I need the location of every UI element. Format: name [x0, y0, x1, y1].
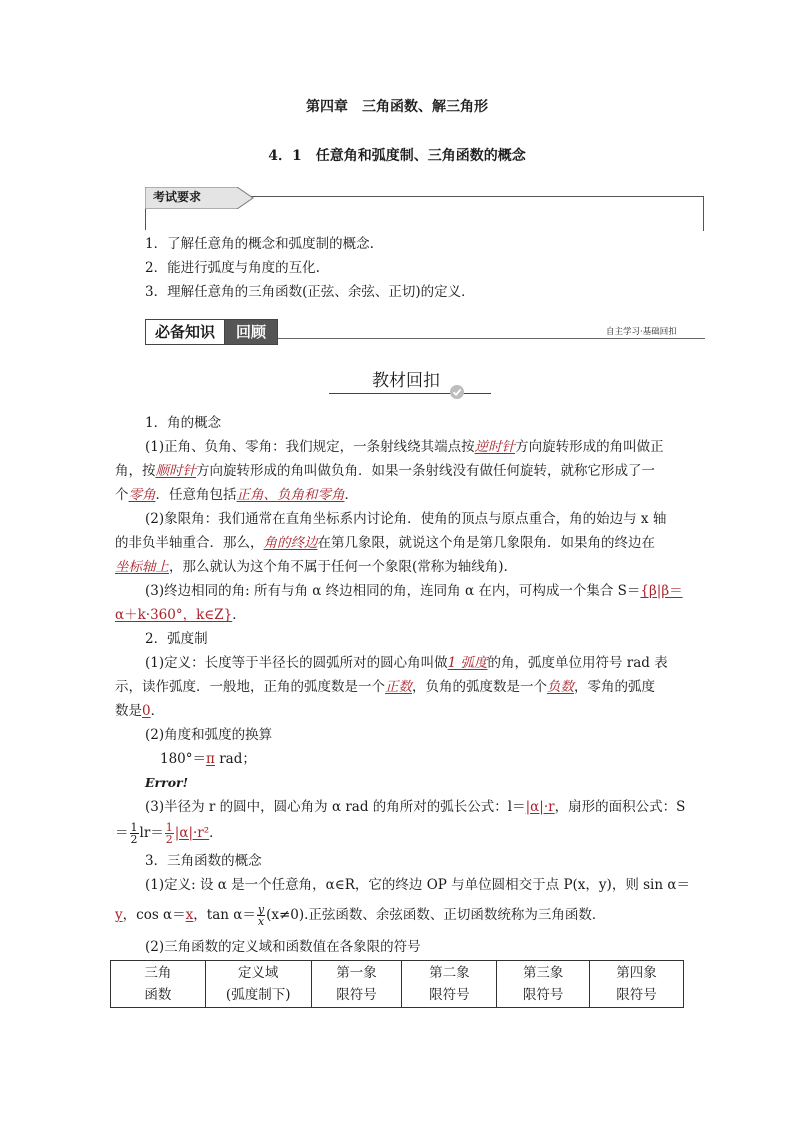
- text-run: ，扇形的面积公式：S: [554, 799, 686, 815]
- text-run: 的非负半轴重合．那么，: [115, 535, 264, 551]
- s1-heading: 1．角的概念: [145, 415, 222, 431]
- text-run: ，tan α＝: [193, 907, 256, 923]
- header-line-1: 第三象: [522, 965, 564, 981]
- text-run: 在第几象限，就说这个角是第几象限角．如果角的终边在: [317, 535, 655, 551]
- answer-blank: 1 弧度: [447, 655, 488, 671]
- s1-p2-line1: (2)象限角：我们通常在直角坐标系内讨论角．使角的顶点与原点重合，角的始边与 x 轴: [145, 511, 667, 527]
- table-header-cell: [402, 961, 497, 1008]
- header-line-1: 第四象: [616, 965, 657, 981]
- answer-blank: 顺时针: [155, 463, 196, 479]
- s2-p1-line1: [145, 653, 668, 673]
- fraction-numerator: 1: [165, 821, 173, 834]
- fraction-denominator: x: [257, 915, 265, 928]
- fraction-one-half: [130, 822, 139, 845]
- table-header-row: [111, 961, 684, 1008]
- text-run: ＝: [115, 825, 129, 841]
- trig-sign-table: [110, 960, 684, 1008]
- s2-p1-line2: [115, 677, 655, 697]
- s1-p1-line3: [115, 485, 358, 505]
- table-header-cell: [111, 961, 206, 1008]
- answer-blank: 逆时针: [474, 439, 516, 455]
- text-run: (x≠0).正弦函数、余弦函数、正切函数统称为三角函数．: [266, 907, 606, 923]
- table-header-cell: [311, 961, 402, 1008]
- answer-blank: 坐标轴上: [115, 559, 169, 575]
- s1-p3-line2: [115, 605, 246, 625]
- s3-p1-line2: [115, 902, 605, 928]
- banner-label-a: 必备知识: [145, 319, 225, 345]
- header-line-2: 限符号: [522, 987, 564, 1003]
- text-run: 方向旋转形成的角叫做负角．如果一条射线没有做任何旋转，就称它形成了一: [196, 463, 655, 479]
- fraction-denominator: 2: [165, 833, 173, 846]
- text-run: ．: [150, 703, 165, 719]
- s1-p2-line2: [115, 533, 655, 553]
- s2-error-text: Error!: [145, 775, 189, 790]
- answer-blank: 角的终边: [263, 535, 318, 551]
- exam-tab-label: 考试要求: [153, 190, 202, 204]
- text-run: 示，读作弧度．一般地，正角的弧度数是一个: [115, 679, 385, 695]
- text-run: lr＝: [139, 825, 164, 841]
- header-line-2: 限符号: [429, 987, 470, 1003]
- text-run: 的角，弧度单位用符号 rad 表: [487, 655, 668, 671]
- text-run: ，零角的弧度: [574, 679, 655, 695]
- s1-p2-line3: [115, 557, 508, 577]
- text-run: (3)终边相同的角: 所有与角 α 终边相同的角，连同角 α 在内，可构成一个集合 S＝: [145, 583, 641, 599]
- s2-p1-line3: [115, 701, 164, 721]
- text-run: 数是: [115, 703, 142, 719]
- exam-item-2: 2．能进行弧度与角度的互化.: [145, 260, 320, 276]
- fraction-y-over-x: [257, 904, 265, 927]
- section-title: 4．1 任意角和弧度制、三角函数的概念: [268, 148, 526, 164]
- fraction-denominator: 2: [130, 833, 138, 846]
- text-run: (1)正角、负角、零角：我们规定，一条射线绕其端点按: [145, 439, 475, 455]
- s3-p1-line1: (1)定义: 设 α 是一个任意角，α∈R，它的终边 OP 与单位圆相交于点 P(x，y)，则 sin α＝: [145, 877, 690, 893]
- s3-p2: (2)三角函数的定义域和函数值在各象限的符号: [145, 939, 421, 955]
- fraction-numerator: 1: [130, 821, 138, 834]
- answer-blank: x: [185, 907, 194, 923]
- text-run: ．: [209, 825, 223, 841]
- header-line-2: 限符号: [336, 987, 377, 1003]
- header-line-1: 定义域: [237, 965, 279, 981]
- text-run: 方向旋转形成的角叫做正: [515, 439, 664, 455]
- text-run: ．: [344, 487, 358, 503]
- s1-p1-line2: [115, 461, 655, 481]
- answer-blank: α＋k·360°，k∈Z}: [115, 607, 233, 623]
- banner-label-b: 回顾: [224, 319, 278, 345]
- fraction-numerator: y: [257, 903, 265, 916]
- answer-blank: 零角: [128, 487, 156, 503]
- s1-p3-line1: [145, 581, 683, 601]
- header-line-1: 第二象: [429, 965, 470, 981]
- text-run: rad；: [214, 751, 256, 767]
- answer-blank: 0: [142, 703, 151, 719]
- header-line-2: 函数: [144, 987, 172, 1003]
- answer-blank: 正角、负角和零角: [236, 487, 345, 503]
- header-line-2: 限符号: [616, 987, 657, 1003]
- answer-blank: {β|β＝: [640, 583, 683, 599]
- text-run: ．: [232, 607, 246, 623]
- text-run: ，那么就认为这个角不属于任何一个象限(常称为轴线角).: [169, 559, 508, 575]
- header-line-1: 三角: [144, 965, 172, 981]
- s2-p2: (2)角度和弧度的换算: [145, 727, 273, 743]
- text-run: 角，按: [115, 463, 156, 479]
- subheading-title: 教材回扣: [372, 371, 440, 391]
- chapter-title: 第四章 三角函数、解三角形: [306, 99, 488, 115]
- s2-p3-line2: [115, 820, 223, 846]
- s2-p3-line1: [145, 797, 685, 817]
- header-line-1: 第一象: [336, 965, 377, 981]
- answer-blank: 正数: [385, 679, 412, 695]
- s2-conversion: [160, 749, 256, 769]
- subheading-rule: [329, 393, 491, 394]
- text-run: 个: [115, 487, 129, 503]
- header-line-2: (弧度制下): [225, 987, 291, 1003]
- text-run: (1)定义：长度等于半径长的圆弧所对的圆心角叫做: [145, 655, 448, 671]
- text-run: 180°＝: [160, 751, 207, 767]
- text-run: ．任意角包括: [155, 487, 237, 503]
- answer-blank: 负数: [547, 679, 574, 695]
- fraction-one-half-answer: [165, 822, 174, 845]
- s2-heading: 2．弧度制: [145, 631, 208, 647]
- check-circle-icon: [449, 384, 465, 400]
- answer-blank: y: [115, 907, 123, 923]
- text-run: (3)半径为 r 的圆中，圆心角为 α rad 的角所对的弧长公式：l＝: [145, 799, 526, 815]
- exam-item-3: 3．理解任意角的三角函数(正弦、余弦、正切)的定义．: [145, 284, 475, 300]
- answer-blank: |α|·r²: [174, 825, 210, 841]
- table-header-cell: [205, 961, 311, 1008]
- table-header-cell: [590, 961, 684, 1008]
- text-run: ，负角的弧度数是一个: [412, 679, 547, 695]
- exam-item-1: 1．了解任意角的概念和弧度制的概念.: [145, 236, 374, 252]
- table-header-cell: [497, 961, 590, 1008]
- s3-heading: 3．三角函数的概念: [145, 853, 262, 869]
- s1-p1-line1: [145, 437, 664, 457]
- answer-blank: |α|·r: [525, 799, 555, 815]
- banner-right-text: 自主学习·基础回扣: [606, 327, 677, 337]
- text-run: ，cos α＝: [122, 907, 186, 923]
- answer-blank: π: [206, 751, 215, 767]
